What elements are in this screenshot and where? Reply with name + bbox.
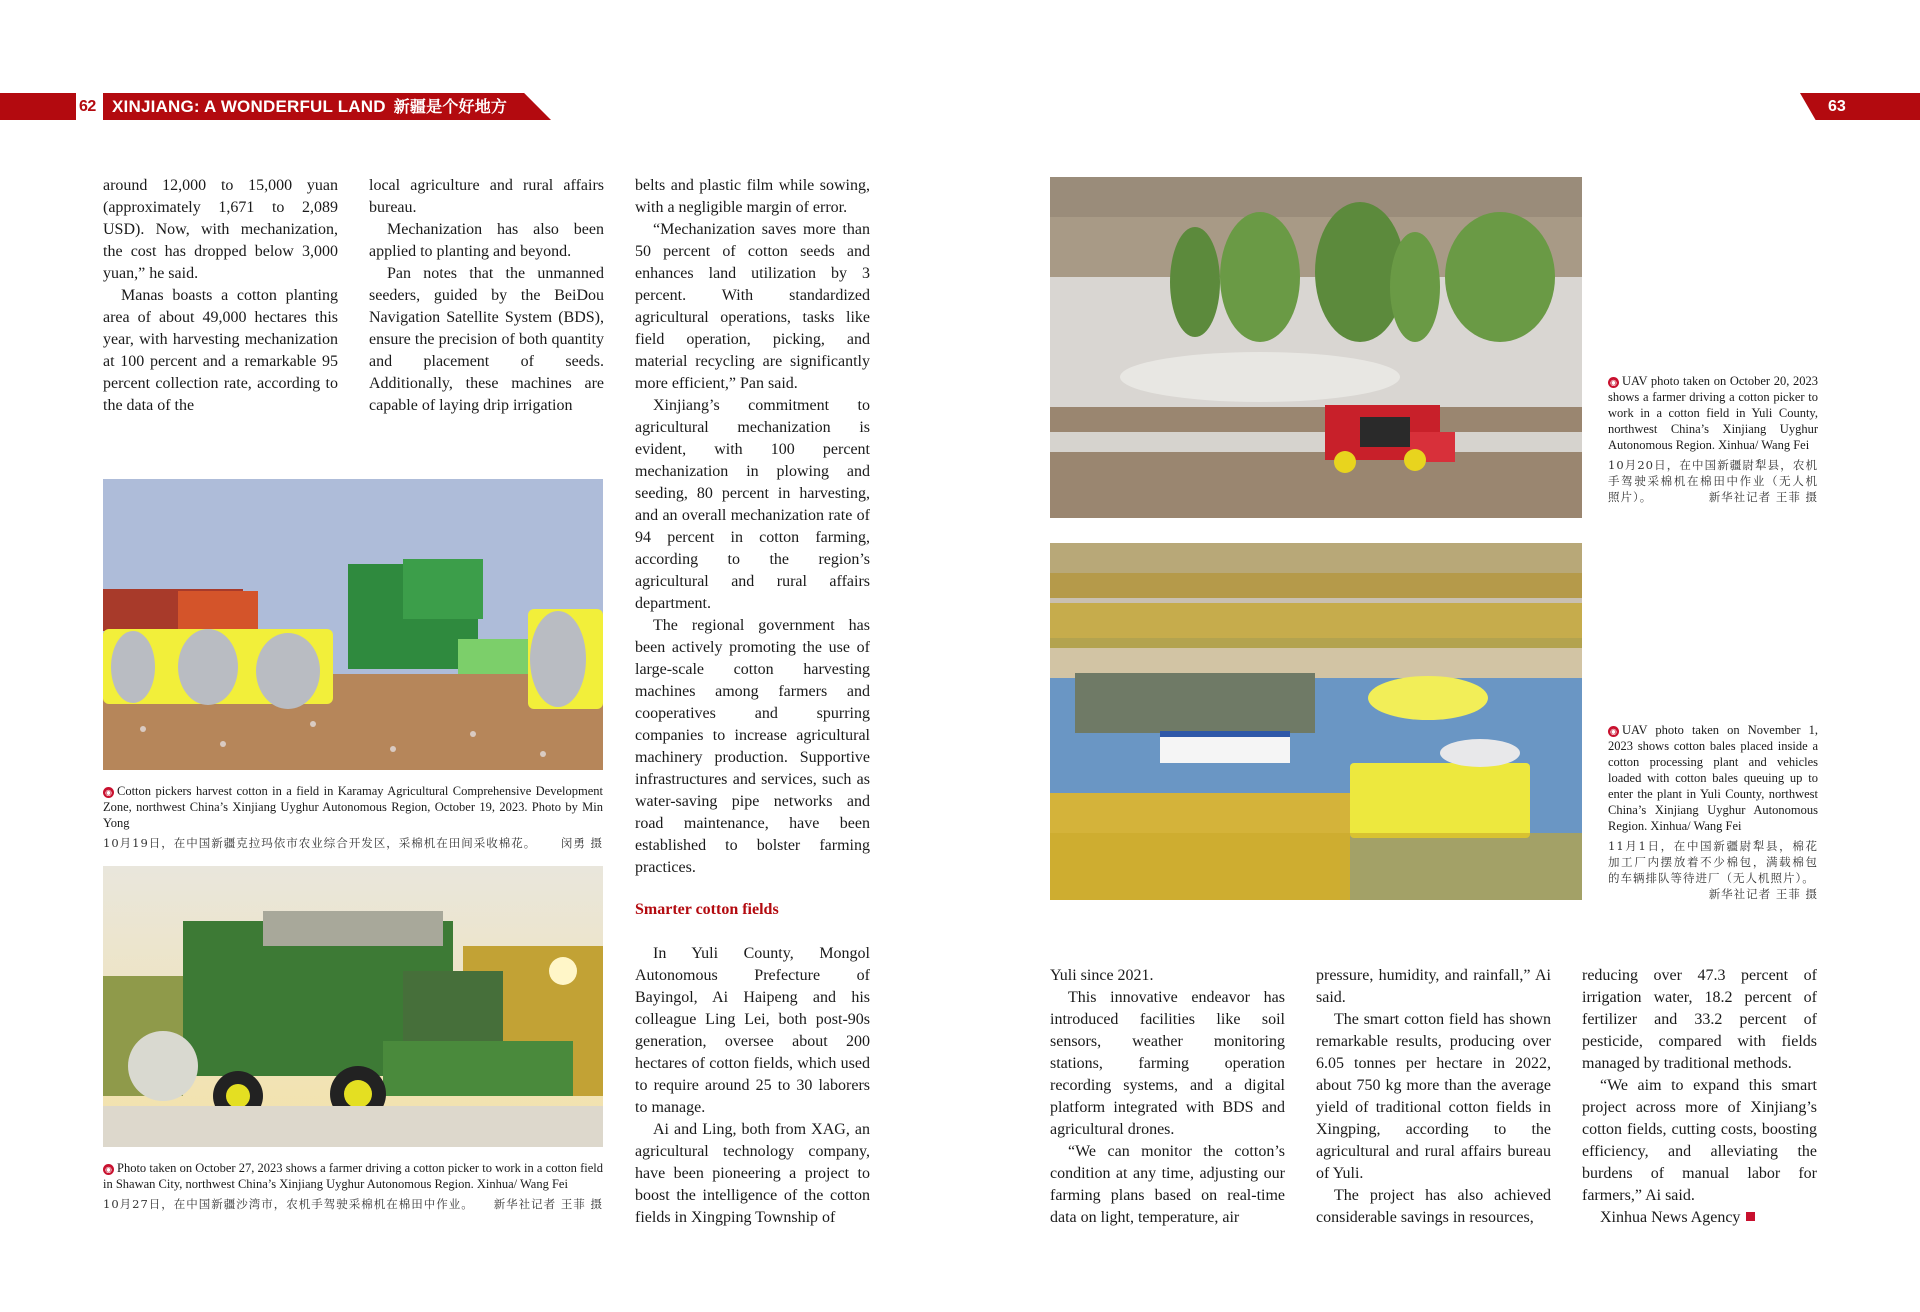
camera-badge-icon: ◉ [103, 787, 114, 798]
right-column-1 [1050, 965, 1285, 1229]
caption-cn-text: 10月20日，在中国新疆尉犁县，农机手驾驶采棉机在棉田中作业（无人机照片）。 [1608, 458, 1818, 504]
photo-cotton-pickers-karamay [103, 479, 603, 770]
caption-english [1608, 722, 1818, 834]
photo2-caption [103, 1160, 603, 1212]
paragraph: The regional government has been actively promoting the use of large-scale cotton harvesting machines among farmers and cooperatives and spurring companies to increase agricultural machinery production. Supportive infrastructures and services, such as water-saving pipe networks and road maintenance, have been established to bolster farming practices. [635, 617, 870, 876]
paragraph: The project has also achieved considerable savings in resources, [1316, 1187, 1551, 1226]
byline-paragraph [1582, 1207, 1817, 1229]
paragraph: Manas boasts a cotton planting area of about 49,000 hectares this year, with harvesting mechanization at 100 percent and a remarkable 95 percent collection rate, according to the data of the [103, 287, 338, 414]
left-column-1 [103, 175, 338, 417]
caption-cn-text: 10月19日，在中国新疆克拉玛依市农业综合开发区，采棉机在田间采收棉花。 [103, 836, 537, 850]
photo-cotton-picker-shawan [103, 866, 603, 1147]
photo-credit: 闵勇 摄 [560, 836, 603, 850]
header-right-band [1800, 93, 1920, 120]
page-number-right: 63 [1828, 98, 1846, 115]
paragraph: In Yuli County, Mongol Autonomous Prefecture of Bayingol, Ai Haipeng and his colleague Ling Lei, both post-90s generation, oversee about 200 hectares of cotton fields, which used to require around 25 to 30 laborers to manage. [635, 945, 870, 1116]
header-accent-block [0, 93, 76, 120]
caption-chinese [103, 835, 603, 851]
caption-cn-text: 10月27日，在中国新疆沙湾市，农机手驾驶采棉机在棉田中作业。 [103, 1197, 474, 1211]
paragraph: pressure, humidity, and rainfall,” Ai said. [1316, 967, 1551, 1006]
paragraph: “Mechanization saves more than 50 percent of cotton seeds and enhances land utilization by 3 percent. With standardized agricultural operations, tasks like field operation, picking, and material recycling are significantly more efficient,” Pan said. [635, 221, 870, 392]
section-heading: Smarter cotton fields [635, 901, 779, 918]
paragraph: reducing over 47.3 percent of irrigation water, 18.2 percent of fertilizer and 33.2 percent of pesticide, compared with fields managed by traditional methods. [1582, 967, 1817, 1072]
byline: Xinhua News Agency [1600, 1209, 1741, 1226]
camera-badge-icon: ◉ [1608, 726, 1619, 737]
paragraph: Ai and Ling, both from XAG, an agricultural technology company, have been pioneering a project to boost the intelligence of the cotton fields in Xingping Township of [635, 1121, 870, 1226]
paragraph: Pan notes that the unmanned seeders, guided by the BeiDou Navigation Satellite System (BDS), ensure the precision of both quantity and placement of seeds. Additionally, these machines are capable of laying drip irrigation [369, 265, 604, 414]
camera-badge-icon: ◉ [1608, 377, 1619, 388]
caption-chinese [1608, 457, 1818, 505]
square-end-mark-icon [1746, 1212, 1755, 1221]
paragraph: This innovative endeavor has introduced facilities like soil sensors, weather monitoring stations, farming operation recording systems, and a digital platform integrated with BDS and agricultural drones. [1050, 989, 1285, 1138]
caption-cn-text: 11月1日，在中国新疆尉犁县，棉花加工厂内摆放着不少棉包，满载棉包的车辆排队等待进厂（无人机照片）。 [1608, 839, 1818, 885]
photo4-caption [1608, 722, 1818, 902]
paragraph: Mechanization has also been applied to planting and beyond. [369, 221, 604, 260]
photo1-caption [103, 783, 603, 851]
section-title-cn: 新疆是个好地方 [393, 99, 508, 116]
caption-text: Cotton pickers harvest cotton in a field in Karamay Agricultural Comprehensive Development Zone, northwest China’s Xinjiang Uyghur Autonomous Region, October 19, 2023. Photo by Min Yong [103, 784, 603, 830]
right-column-2 [1316, 965, 1551, 1229]
left-column-2 [369, 175, 604, 417]
section-title [112, 93, 507, 120]
photo-uav-cotton-plant-yuli [1050, 543, 1582, 900]
photo-uav-cotton-picker-yuli [1050, 177, 1582, 518]
caption-english [103, 1160, 603, 1192]
paragraph: local agriculture and rural affairs bureau. [369, 177, 604, 216]
caption-english [103, 783, 603, 831]
left-column-3 [635, 175, 870, 879]
caption-chinese [103, 1196, 603, 1212]
paragraph: “We aim to expand this smart project across more of Xinjiang’s cotton fields, cutting costs, boosting efficiency, and alleviating the burdens of manual labor for farmers,” Ai said. [1582, 1077, 1817, 1204]
paragraph: The smart cotton field has shown remarkable results, producing over 6.05 tonnes per hectare in 2022, about 750 kg more than the average yield of traditional cotton fields in Xingping, according to the agricultural and rural affairs bureau of Yuli. [1316, 1011, 1551, 1182]
left-column-3-continued [635, 943, 870, 1229]
photo-credit: 新华社记者 王菲 摄 [1708, 490, 1818, 504]
page-number-left: 62 [79, 98, 96, 115]
photo-credit: 新华社记者 王菲 摄 [1708, 887, 1818, 901]
paragraph: Xinjiang’s commitment to agricultural mechanization is evident, with 100 percent mechanization in plowing and seeding, 80 percent in harvesting, and an overall mechanization rate of 94 percent in cotton farming, according to the region’s agricultural and rural affairs department. [635, 397, 870, 612]
caption-text: Photo taken on October 27, 2023 shows a farmer driving a cotton picker to work in a cotton field in Shawan City, northwest China’s Xinjiang Uyghur Autonomous Region. Xinhua/ Wang Fei [103, 1161, 603, 1191]
paragraph: belts and plastic film while sowing, with a negligible margin of error. [635, 177, 870, 216]
camera-badge-icon: ◉ [103, 1164, 114, 1175]
caption-english [1608, 373, 1818, 453]
caption-text: UAV photo taken on November 1, 2023 shows cotton bales placed inside a cotton processing plant and vehicles loaded with cotton bales queuing up to enter the plant in Yuli County, northwest China’s Xinjiang Uyghur Autonomous Region. Xinhua/ Wang Fei [1608, 723, 1818, 833]
caption-chinese [1608, 838, 1818, 901]
photo3-caption [1608, 373, 1818, 505]
paragraph: Yuli since 2021. [1050, 967, 1154, 984]
paragraph: around 12,000 to 15,000 yuan (approximately 1,671 to 2,089 USD). Now, with mechanization, the cost has dropped below 3,000 yuan,” he said. [103, 177, 338, 282]
right-column-3 [1582, 965, 1817, 1229]
photo-credit: 新华社记者 王菲 摄 [493, 1197, 603, 1211]
paragraph: “We can monitor the cotton’s condition at any time, adjusting our farming plans based on real-time data on light, temperature, air [1050, 1143, 1285, 1226]
section-title-en: XINJIANG: A WONDERFUL LAND [112, 97, 386, 116]
caption-text: UAV photo taken on October 20, 2023 shows a farmer driving a cotton picker to work in a cotton field in Yuli County, northwest China’s Xinjiang Uyghur Autonomous Region. Xinhua/ Wang Fei [1608, 374, 1818, 452]
